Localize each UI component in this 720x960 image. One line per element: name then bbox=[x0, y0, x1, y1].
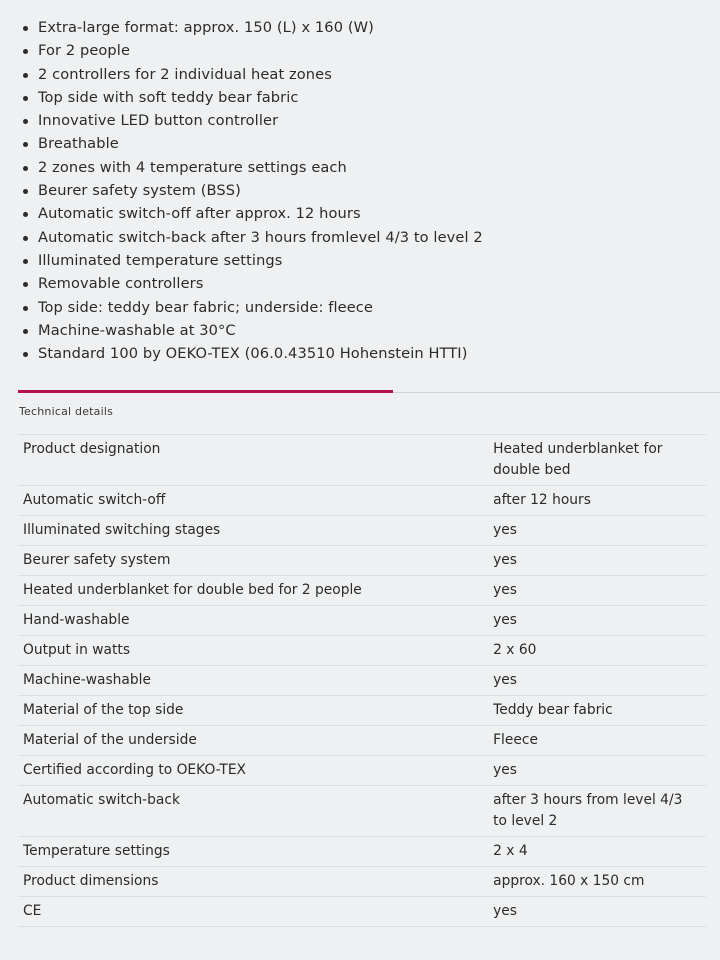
spec-label: Illuminated switching stages bbox=[18, 516, 488, 546]
spec-label: Output in watts bbox=[18, 636, 488, 666]
table-row bbox=[18, 666, 706, 696]
tab-technical-details[interactable]: Technical details bbox=[19, 405, 114, 418]
spec-value: Teddy bear fabric bbox=[488, 696, 706, 726]
table-row bbox=[18, 636, 706, 666]
spec-label: Hand-washable bbox=[18, 606, 488, 636]
feature-item: Innovative LED button controller bbox=[22, 109, 720, 132]
spec-label: Product designation bbox=[18, 435, 488, 486]
tab-bar bbox=[18, 390, 720, 394]
feature-item: Breathable bbox=[22, 132, 720, 155]
table-row bbox=[18, 726, 706, 756]
spec-label: Heated underblanket for double bed for 2 people bbox=[18, 576, 488, 606]
table-row bbox=[18, 576, 706, 606]
spec-value: Fleece bbox=[488, 726, 706, 756]
feature-item: Machine-washable at 30°C bbox=[22, 319, 720, 342]
table-row bbox=[18, 897, 706, 927]
spec-value: 2 x 4 bbox=[488, 837, 706, 867]
feature-item: For 2 people bbox=[22, 39, 720, 62]
feature-item: Automatic switch-off after approx. 12 hours bbox=[22, 202, 720, 225]
feature-item: Extra-large format: approx. 150 (L) x 160 (W) bbox=[22, 16, 720, 39]
spec-value: after 3 hours from level 4/3 to level 2 bbox=[488, 786, 706, 837]
feature-item: Top side: teddy bear fabric; underside: fleece bbox=[22, 296, 720, 319]
feature-list bbox=[0, 0, 720, 365]
feature-item: Beurer safety system (BSS) bbox=[22, 179, 720, 202]
spec-value: 2 x 60 bbox=[488, 636, 706, 666]
spec-value: yes bbox=[488, 606, 706, 636]
spec-label: Automatic switch-off bbox=[18, 486, 488, 516]
spec-label: Product dimensions bbox=[18, 867, 488, 897]
table-row bbox=[18, 756, 706, 786]
feature-item: 2 controllers for 2 individual heat zones bbox=[22, 63, 720, 86]
feature-item: 2 zones with 4 temperature settings each bbox=[22, 156, 720, 179]
table-row bbox=[18, 546, 706, 576]
feature-item: Standard 100 by OEKO-TEX (06.0.43510 Hohenstein HTTI) bbox=[22, 342, 720, 365]
spec-label: Material of the underside bbox=[18, 726, 488, 756]
spec-value: yes bbox=[488, 546, 706, 576]
spec-label: Automatic switch-back bbox=[18, 786, 488, 837]
feature-item: Removable controllers bbox=[22, 272, 720, 295]
spec-label: Machine-washable bbox=[18, 666, 488, 696]
spec-label: CE bbox=[18, 897, 488, 927]
feature-item: Illuminated temperature settings bbox=[22, 249, 720, 272]
spec-value: yes bbox=[488, 516, 706, 546]
spec-label: Beurer safety system bbox=[18, 546, 488, 576]
spec-value: yes bbox=[488, 756, 706, 786]
feature-item: Automatic switch-back after 3 hours fromlevel 4/3 to level 2 bbox=[22, 226, 720, 249]
spec-value: yes bbox=[488, 666, 706, 696]
spec-value: Heated underblanket for double bed bbox=[488, 435, 706, 486]
table-row bbox=[18, 837, 706, 867]
active-tab-indicator bbox=[18, 390, 393, 393]
technical-details-table bbox=[18, 434, 706, 927]
spec-value: yes bbox=[488, 576, 706, 606]
table-row bbox=[18, 867, 706, 897]
table-row bbox=[18, 486, 706, 516]
table-row bbox=[18, 606, 706, 636]
spec-label: Certified according to OEKO-TEX bbox=[18, 756, 488, 786]
table-row bbox=[18, 435, 706, 486]
feature-item: Top side with soft teddy bear fabric bbox=[22, 86, 720, 109]
table-row bbox=[18, 786, 706, 837]
spec-value: after 12 hours bbox=[488, 486, 706, 516]
table-row bbox=[18, 696, 706, 726]
spec-value: yes bbox=[488, 897, 706, 927]
spec-value: approx. 160 x 150 cm bbox=[488, 867, 706, 897]
spec-label: Temperature settings bbox=[18, 837, 488, 867]
table-row bbox=[18, 516, 706, 546]
spec-label: Material of the top side bbox=[18, 696, 488, 726]
